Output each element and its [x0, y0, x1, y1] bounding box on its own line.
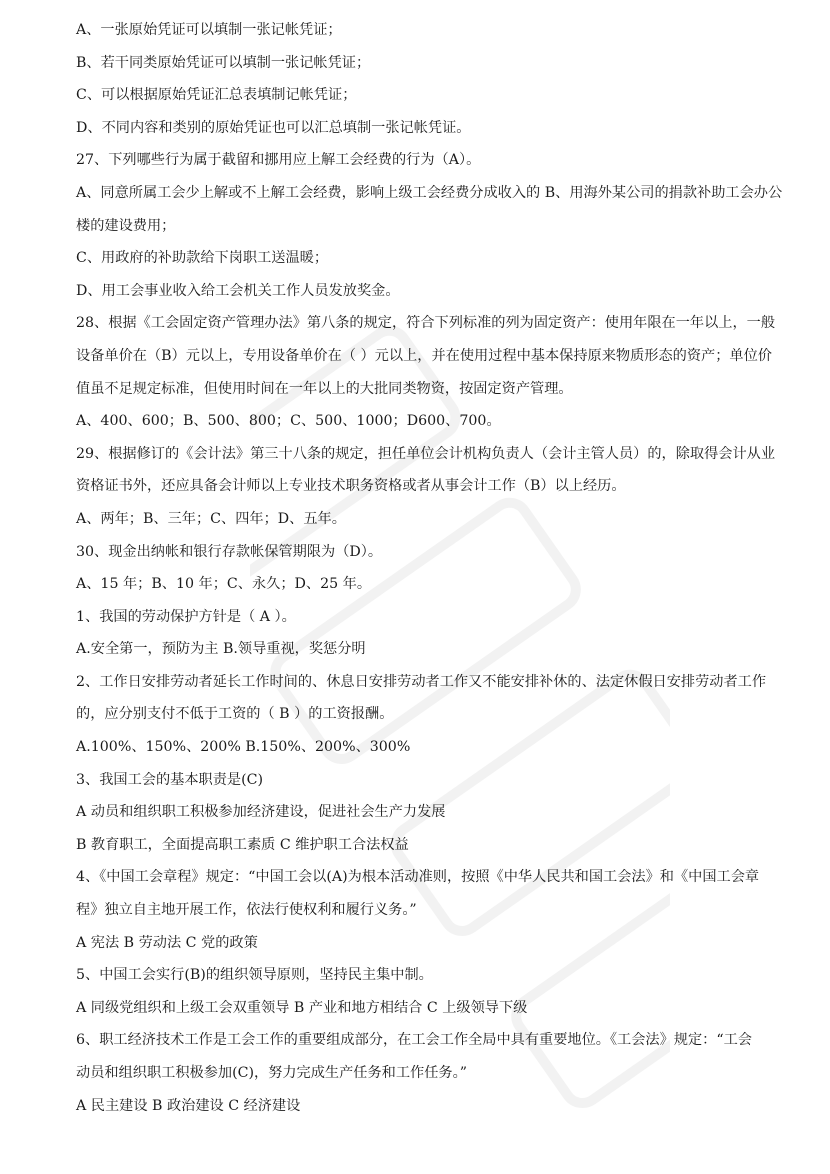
- text-line: 2、工作日安排劳动者延长工作时间的、休息日安排劳动者工作又不能安排补休的、法定休假日安排劳动者工作: [76, 673, 767, 690]
- text-line: 程》独立自主地开展工作，依法行使权利和履行义务。”: [76, 902, 417, 919]
- text-line: 动员和组织职工积极参加(C)，努力完成生产任务和工作任务。”: [76, 1065, 467, 1081]
- text-line: A、15 年；B、10 年；C、永久；D、25 年。: [76, 576, 372, 593]
- text-line: A 动员和组织职工积极参加经济建设，促进社会生产力发展: [76, 804, 446, 821]
- text-line: D、不同内容和类别的原始凭证也可以汇总填制一张记帐凭证。: [76, 119, 471, 136]
- text-line: 4、《中国工会章程》规定：“中国工会以(A)为根本活动准则，按照《中华人民共和国工会法》和《中国工会章: [76, 869, 760, 886]
- text-line: 3、我国工会的基本职责是(C): [76, 771, 264, 788]
- document-body: [76, 14, 792, 1122]
- text-line: A 宪法 B 劳动法 C 党的政策: [76, 934, 258, 951]
- text-line: A、同意所属工会少上解或不上解工会经费，影响上级工会经费分成收入的 B、用海外某公司的捐款补助工会办公: [76, 184, 783, 201]
- text-line: 28、根据《工会固定资产管理办法》第八条的规定，符合下列标准的列为固定资产：使用年限在一年以上，一般: [76, 315, 776, 332]
- text-line: 的，应分别支付不低于工资的（ B ）的工资报酬。: [76, 706, 394, 723]
- text-line: 1、我国的劳动保护方针是（ A ）。: [76, 608, 296, 625]
- text-line: A.安全第一，预防为主 B.领导重视，奖惩分明: [76, 641, 366, 658]
- text-line: A.100%、150%、200% B.150%、200%、300%: [76, 739, 411, 756]
- text-line: 资格证书外，还应具备会计师以上专业技术职务资格或者从事会计工作（B）以上经历。: [76, 478, 626, 495]
- text-line: A、两年；B、三年；C、四年；D、五年。: [76, 510, 346, 527]
- text-line: 6、职工经济技术工作是工会工作的重要组成部分，在工会工作全局中具有重要地位。《工会法》规定：“工会: [76, 1032, 752, 1049]
- text-line: 设备单价在（B）元以上，专用设备单价在（ ）元以上，并在使用过程中基本保持原来物质形态的资产；单位价: [76, 347, 772, 364]
- text-line: 5、中国工会实行(B)的组织领导原则，坚持民主集中制。: [76, 967, 433, 984]
- text-line: 29、根据修订的《会计法》第三十八条的规定，担任单位会计机构负责人（会计主管人员）的，除取得会计从业: [76, 445, 776, 462]
- text-line: B 教育职工，全面提高职工素质 C 维护职工合法权益: [76, 836, 409, 853]
- text-line: A、一张原始凭证可以填制一张记帐凭证；: [76, 22, 342, 38]
- text-line: A、400、600；B、500、800；C、500、1000；D600、700。: [76, 413, 501, 430]
- text-line: 27、下列哪些行为属于截留和挪用应上解工会经费的行为（A）。: [76, 152, 481, 169]
- text-line: B、若干同类原始凭证可以填制一张记帐凭证；: [76, 54, 371, 71]
- text-line: D、用工会事业收入给工会机关工作人员发放奖金。: [76, 282, 400, 299]
- text-line: A 同级党组织和上级工会双重领导 B 产业和地方相结合 C 上级领导下级: [76, 999, 528, 1016]
- text-line: 30、现金出纳帐和银行存款帐保管期限为（D）。: [76, 543, 383, 560]
- text-line: 值虽不足规定标准，但使用时间在一年以上的大批同类物资，按固定资产管理。: [76, 380, 573, 397]
- text-line: C、可以根据原始凭证汇总表填制记帐凭证；: [76, 87, 357, 104]
- text-line: A 民主建设 B 政治建设 C 经济建设: [76, 1097, 301, 1114]
- text-line: 楼的建设费用；: [76, 217, 176, 234]
- text-line: C、用政府的补助款给下岗职工送温暖；: [76, 250, 329, 267]
